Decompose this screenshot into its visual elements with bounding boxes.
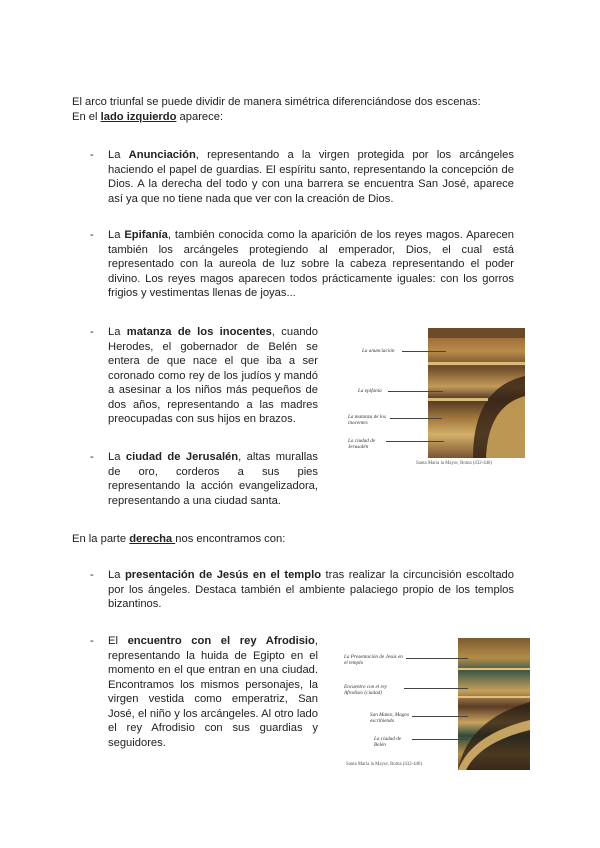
figure-label: La anunciación xyxy=(362,348,395,354)
figure-label: La matanza de los inocentes xyxy=(348,414,386,426)
item-keyword: Anunciación xyxy=(128,149,196,161)
list-item-anunciacion xyxy=(108,148,514,206)
bullet-dash: - xyxy=(90,569,94,581)
list-item-matanza xyxy=(108,325,318,427)
list-item-epifania xyxy=(108,228,514,301)
leader-line xyxy=(388,391,443,392)
item-text: tras realizar la circuncisión escoltado por los ángeles. Destaca también el ambiente palaciego propio de los templos bizantinos. xyxy=(108,569,514,610)
item-keyword: matanza de los inocentes xyxy=(126,326,272,338)
list-item-afrodisio xyxy=(108,634,318,750)
item-text: , representando la huida de Egipto en el momento en el que entran en una ciudad. Encontramos los mismos personajes, la virgen vestida como emperatriz, San José, el niño y los arcángeles. Al otro lado el rey Afrodisio con sus guardias y seguidores. xyxy=(108,635,318,749)
leader-line xyxy=(412,739,468,740)
figure-label: La ciudad de Belén xyxy=(374,736,402,748)
right-intro xyxy=(72,532,285,546)
figure-label: La Presentación de Jesús en el templo xyxy=(344,654,403,666)
list-item-jerusalen xyxy=(108,450,318,508)
arch-drawing xyxy=(428,328,525,458)
right-intro-prefix: En la parte xyxy=(72,533,130,545)
bullet-dash: - xyxy=(90,229,94,241)
figure-right-arch xyxy=(340,638,530,773)
right-side-heading: derecha xyxy=(129,533,176,545)
list-item-presentacion xyxy=(108,568,514,612)
left-side-heading: lado izquierdo xyxy=(100,111,177,123)
item-keyword: encuentro con el rey Afrodisio xyxy=(127,635,315,647)
item-text: , cuando Herodes, el gobernador de Belén se entera de que nace el que iba a ser coronado como rey de los judíos y mandó a asesinar a los niños más pequeños de dos años, representando a las madres preocupadas con sus hijos en brazos. xyxy=(108,326,318,425)
figure-caption: Santa Maria la Mayor, Roma (432-440) xyxy=(346,762,423,767)
leader-line xyxy=(390,418,442,419)
bullet-dash: - xyxy=(90,326,94,338)
leader-line xyxy=(406,658,468,659)
leader-line xyxy=(404,688,468,689)
intro-line: El arco triunfal se puede dividir de manera simétrica diferenciándose dos escenas: xyxy=(72,96,481,108)
item-keyword: ciudad de Jerusalén xyxy=(125,451,239,463)
intro-subline xyxy=(72,110,223,124)
intro-prefix: En el xyxy=(72,111,101,123)
bullet-dash: - xyxy=(90,149,94,161)
item-keyword: Epifanía xyxy=(124,229,168,241)
figure-left-arch xyxy=(340,328,525,470)
figure-caption: Santa Maria la Mayor, Roma (432-440) xyxy=(416,461,493,466)
mosaic-photo xyxy=(458,638,530,770)
intro-suffix: aparece: xyxy=(176,111,224,123)
figure-label: La ciudad de Jerusalén xyxy=(348,438,376,450)
bullet-dash: - xyxy=(90,635,94,647)
item-prefix: La xyxy=(108,569,125,581)
arch-drawing xyxy=(458,638,530,770)
item-prefix: La xyxy=(108,229,125,241)
item-prefix: El xyxy=(108,635,128,647)
figure-label: Encuentro con el rey Afrodisio (ciudad) xyxy=(344,684,387,696)
leader-line xyxy=(386,441,444,442)
item-prefix: La xyxy=(108,149,129,161)
item-prefix: La xyxy=(108,451,126,463)
figure-label: San Mateo, Magos escribiendo xyxy=(370,712,410,724)
item-text: , altas murallas de oro, corderos a sus pies representando la acción evangelizadora, representando a una ciudad santa. xyxy=(108,451,318,507)
bullet-dash: - xyxy=(90,451,94,463)
item-text: , representando a la virgen protegida por los arcángeles haciendo el papel de guardias. El espíritu santo, representando la concepción de Dios. A la derecha del todo y con una barrera se encuentra San José, aparece así ya que no tiene nada que ver con la creación de Dios. xyxy=(108,149,514,205)
right-intro-suffix: nos encontramos con: xyxy=(175,533,286,545)
item-keyword: presentación de Jesús en el templo xyxy=(124,569,322,581)
item-text: , también conocida como la aparición de los reyes magos. Aparecen también los arcángeles protegiendo al emperador, Dios, el cual está representado con la aureola de luz sobre la cabeza representando el poder divino. Los reyes magos aparecen todos prácticamente iguales: con los gorros frigios y vestimentas llenas de joyas... xyxy=(108,229,514,299)
leader-line xyxy=(402,351,446,352)
leader-line xyxy=(412,716,468,717)
mosaic-photo xyxy=(428,328,525,458)
figure-label: La epifanía xyxy=(358,388,382,394)
item-prefix: La xyxy=(108,326,127,338)
